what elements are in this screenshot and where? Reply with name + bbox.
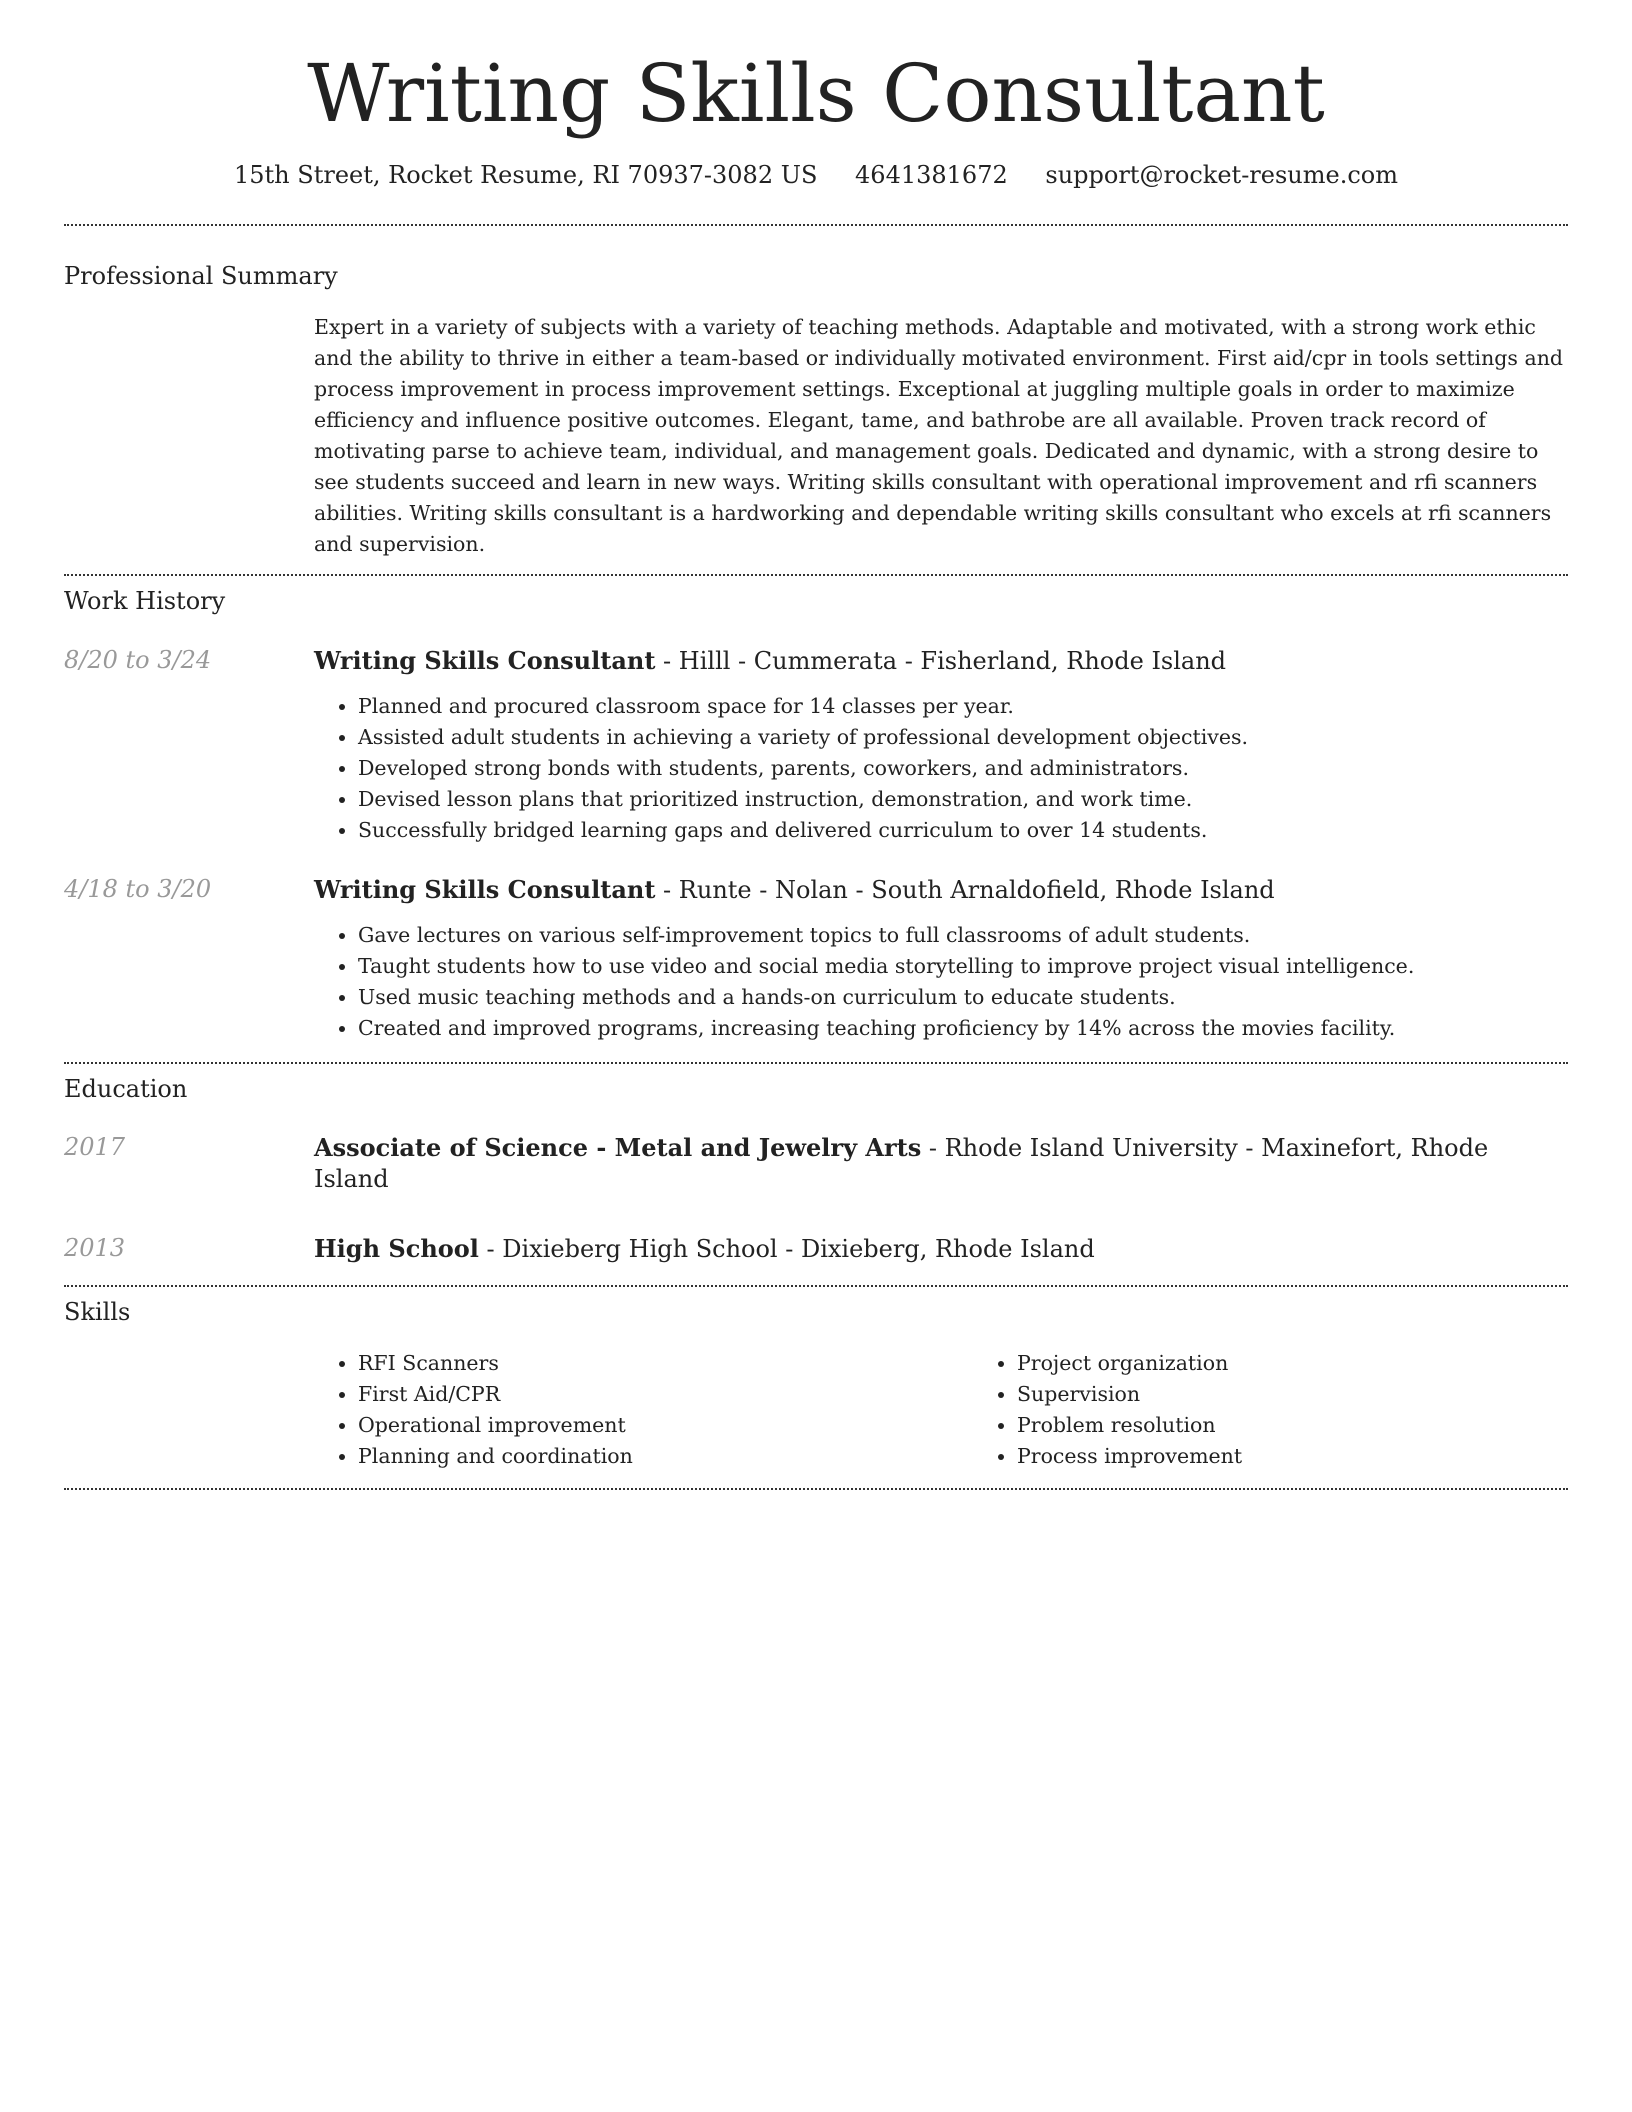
job-bullet: • Taught students how to use video and social media storytelling to improve project visual intelligence. <box>358 951 1568 982</box>
contact-phone: 4641381672 <box>855 161 1008 189</box>
education-degree: High School <box>314 1233 479 1263</box>
education-details: - Dixieberg High School - Dixieberg, Rhode Island <box>478 1234 1095 1263</box>
education-section <box>64 1064 1568 1265</box>
skill-item: • Planning and coordination <box>358 1441 973 1472</box>
skill-item: • Project organization <box>1017 1348 1632 1379</box>
skills-divider <box>64 1488 1568 1490</box>
skill-item: • RFI Scanners <box>358 1348 973 1379</box>
job-heading <box>314 645 1568 677</box>
skill-item: • Problem resolution <box>1017 1410 1632 1441</box>
job-entry <box>64 874 1568 1044</box>
job-bullet: • Gave lectures on various self-improvement topics to full classrooms of adult students. <box>358 920 1568 951</box>
resume-header <box>64 0 1568 191</box>
candidate-name: Writing Skills Consultant <box>307 47 1325 140</box>
skill-item: • First Aid/CPR <box>358 1379 973 1410</box>
job-bullet: • Planned and procured classroom space for 14 classes per year. <box>358 691 1568 722</box>
job-details: - Runte - Nolan - South Arnaldofield, Rhode Island <box>655 875 1275 904</box>
summary-text: Expert in a variety of subjects with a variety of teaching methods. Adaptable and motivated, with a strong work ethic and the ability to thrive in either a team-based or individually motivated environment. First aid/cpr in tools settings and process improvement in process improvement settings. Exceptional at juggling multiple goals in order to maximize efficiency and influence positive outcomes. Elegant, tame, and bathrobe are all available. Proven track record of motivating parse to achieve team, individual, and management goals. Dedicated and dynamic, with a strong desire to see students succeed and learn in new ways. Writing skills consultant with operational improvement and rfi scanners abilities. Writing skills consultant is a hardworking and dependable writing skills consultant who excels at rfi scanners and supervision. <box>314 315 1564 557</box>
contact-address: 15th Street, Rocket Resume, RI 70937-3082 US <box>233 161 818 189</box>
job-dates: 4/18 to 3/20 <box>64 874 212 903</box>
job-bullets <box>314 920 1568 1044</box>
job-heading <box>314 874 1568 906</box>
job-bullet: • Developed strong bonds with students, parents, coworkers, and administrators. <box>358 753 1568 784</box>
job-details: - Hilll - Cummerata - Fisherland, Rhode Island <box>655 646 1227 675</box>
skills-grid <box>314 1348 1632 1472</box>
education-details: - Rhode Island University - Maxinefort, Rhode Island <box>314 1134 1489 1194</box>
summary-left-spacer <box>64 312 314 560</box>
job-entry <box>64 645 1568 846</box>
job-bullet: • Used music teaching methods and a hands-on curriculum to educate students. <box>358 982 1568 1013</box>
job-bullet: • Devised lesson plans that prioritized instruction, demonstration, and work time. <box>358 784 1568 815</box>
job-bullet: • Created and improved programs, increasing teaching proficiency by 14% across the movies facility. <box>358 1013 1568 1044</box>
job-role: Writing Skills Consultant <box>314 645 656 675</box>
skills-section <box>64 1287 1568 1472</box>
contact-info <box>64 160 1568 191</box>
summary-title: Professional Summary <box>64 262 338 291</box>
education-title: Education <box>64 1074 188 1103</box>
summary-section <box>64 226 1568 560</box>
education-heading <box>314 1132 1568 1195</box>
work-history-section <box>64 576 1568 1044</box>
job-bullet: • Assisted adult students in achieving a variety of professional development objectives. <box>358 722 1568 753</box>
job-bullets <box>314 691 1568 846</box>
education-degree: Associate of Science - Metal and Jewelry Arts <box>314 1133 922 1163</box>
contact-email: support@rocket-resume.com <box>1045 161 1398 189</box>
job-role: Writing Skills Consultant <box>314 874 656 904</box>
skill-item: • Process improvement <box>1017 1441 1632 1472</box>
skills-list-left <box>314 1348 973 1472</box>
education-year: 2017 <box>64 1133 126 1162</box>
skill-item: • Supervision <box>1017 1379 1632 1410</box>
skills-title: Skills <box>64 1297 131 1326</box>
job-bullet: • Successfully bridged learning gaps and delivered curriculum to over 14 students. <box>358 815 1568 846</box>
skills-list-right <box>973 1348 1632 1472</box>
work-history-title: Work History <box>64 587 226 616</box>
education-entry <box>64 1233 1568 1265</box>
education-entry <box>64 1132 1568 1195</box>
education-heading <box>314 1233 1568 1265</box>
skill-item: • Operational improvement <box>358 1410 973 1441</box>
skills-left-spacer <box>64 1348 314 1472</box>
job-dates: 8/20 to 3/24 <box>64 645 212 674</box>
education-year: 2013 <box>64 1233 126 1262</box>
